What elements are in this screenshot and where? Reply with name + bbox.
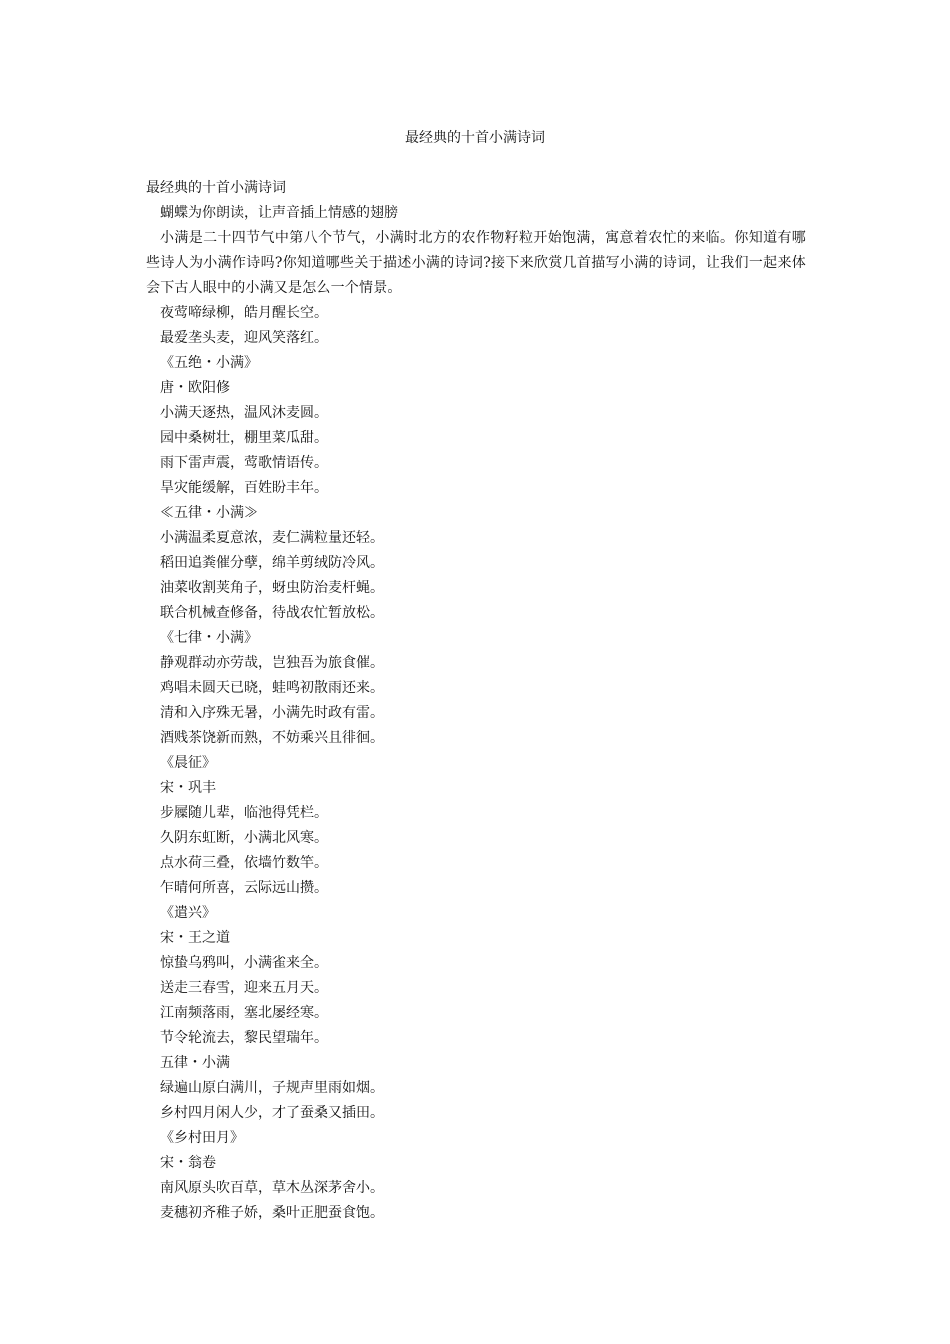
poem-line: 稻田追粪催分孽，绵羊剪绒防冷风。 bbox=[160, 555, 384, 571]
poem-line: 南风原头吹百草，草木丛深茅舍小。 bbox=[160, 1180, 384, 1196]
poem-line: 油菜收割荚角子，蚜虫防治麦杆蝇。 bbox=[160, 580, 384, 596]
poem-title: 《晨征》 bbox=[160, 755, 216, 771]
poem-title: 《遣兴》 bbox=[160, 905, 216, 921]
poem-title: ≪五律・小满≫ bbox=[160, 505, 258, 521]
page-title: 最经典的十首小满诗词 bbox=[405, 130, 545, 146]
poem-line: 惊蛰乌鸦叫，小满雀来全。 bbox=[160, 955, 328, 971]
poem-line: 久阴东虹断，小满北风寒。 bbox=[160, 830, 328, 846]
poem-line: 旱灾能缓解，百姓盼丰年。 bbox=[160, 480, 328, 496]
poem-line: 静观群动亦劳哉，岂独吾为旅食催。 bbox=[160, 655, 384, 671]
poem-line: 麦穗初齐稚子娇，桑叶正肥蚕食饱。 bbox=[160, 1205, 384, 1221]
subtitle-line: 蝴蝶为你朗读，让声音插上情感的翅膀 bbox=[160, 205, 398, 221]
poem-title: 五律・小满 bbox=[160, 1055, 230, 1071]
poem-line: 步屧随儿辈，临池得凭栏。 bbox=[160, 805, 328, 821]
poem-line: 小满天逐热，温风沐麦圆。 bbox=[160, 405, 328, 421]
poem-line: 联合机械查修备，待战农忙暂放松。 bbox=[160, 605, 384, 621]
poem-line: 园中桑树壮，棚里菜瓜甜。 bbox=[160, 430, 328, 446]
poem-line: 小满温柔夏意浓，麦仁满粒量还轻。 bbox=[160, 530, 384, 546]
poem-line: 酒贱茶饶新而熟，不妨乘兴且徘徊。 bbox=[160, 730, 384, 746]
poem-title: 《五绝・小满》 bbox=[160, 355, 258, 371]
poem-line: 最爱垄头麦，迎风笑落红。 bbox=[160, 330, 328, 346]
poem-line: 江南频落雨，塞北屡经寒。 bbox=[160, 1005, 328, 1021]
poem-line: 乍晴何所喜，云际远山攒。 bbox=[160, 880, 328, 896]
poem-line: 绿遍山原白满川，子规声里雨如烟。 bbox=[160, 1080, 384, 1096]
poem-line: 点水荷三叠，依墙竹数竿。 bbox=[160, 855, 328, 871]
poem-line: 乡村四月闲人少，才了蚕桑又插田。 bbox=[160, 1105, 384, 1121]
document-body bbox=[146, 176, 806, 1226]
poem-title: 《乡村田月》 bbox=[160, 1130, 244, 1146]
poem-line: 鸡唱未圆天已晓，蛙鸣初散雨还来。 bbox=[160, 680, 384, 696]
poem-line: 送走三春雪，迎来五月天。 bbox=[160, 980, 328, 996]
poem-line: 夜莺啼绿柳，皓月醒长空。 bbox=[160, 305, 328, 321]
section-heading: 最经典的十首小满诗词 bbox=[146, 180, 286, 196]
poem-title: 《七律・小满》 bbox=[160, 630, 258, 646]
poem-line: 清和入序殊无暑，小满先时政有雷。 bbox=[160, 705, 384, 721]
poem-author: 唐・欧阳修 bbox=[160, 380, 230, 396]
poem-line: 雨下雷声震，莺歌情语传。 bbox=[160, 455, 328, 471]
poem-author: 宋・翁卷 bbox=[160, 1155, 216, 1171]
poem-author: 宋・王之道 bbox=[160, 930, 230, 946]
poem-line: 节令轮流去，黎民望瑞年。 bbox=[160, 1030, 328, 1046]
intro-paragraph: 小满是二十四节气中第八个节气，小满时北方的农作物籽粒开始饱满，寓意着农忙的来临。你知道有哪些诗人为小满作诗吗?你知道哪些关于描述小满的诗词?接下来欣赏几首描写小满的诗词，让我们一起来体会下古人眼中的小满又是怎么一个情景。 bbox=[146, 230, 806, 296]
poem-author: 宋・巩丰 bbox=[160, 780, 216, 796]
